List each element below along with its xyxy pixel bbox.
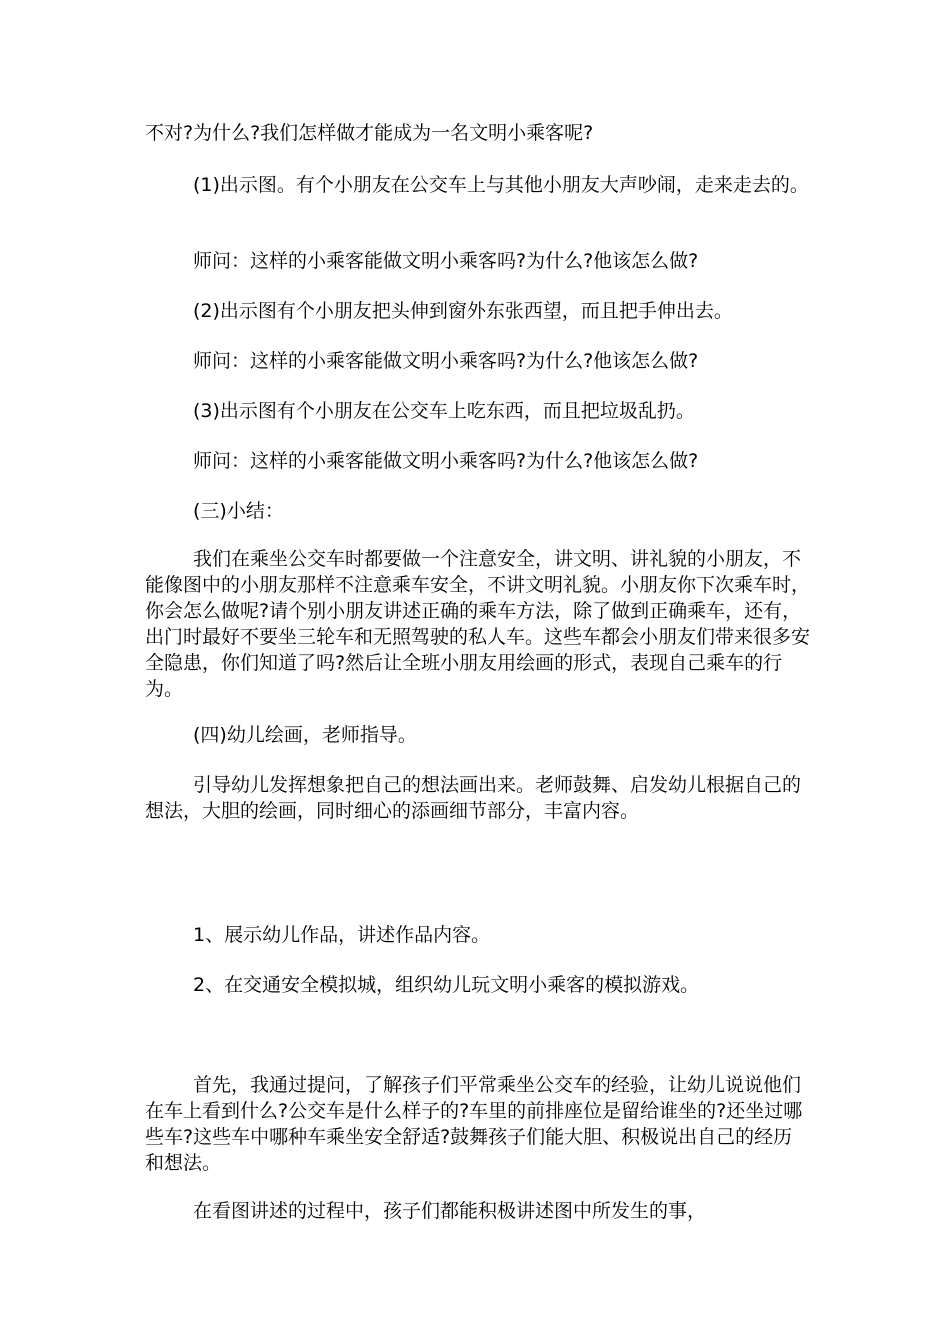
paragraph-picture-2: (2)出示图有个小朋友把头伸到窗外东张西望，而且把手伸出去。 (193, 300, 733, 322)
paragraph-reflection: 首先，我通过提问，了解孩子们平常乘坐公交车的经验，让幼儿说说他们在车上看到什么?公交车是什么样子的?车里的前排座位是留给谁坐的?还坐过哪些车?这些车中哪种车乘坐安全舒适?鼓舞孩子们能大胆、积极说出自己的经历和想法。 (145, 1074, 803, 1174)
list-item-2: 2、在交通安全模拟城，组织幼儿玩文明小乘客的模拟游戏。 (193, 974, 700, 996)
paragraph-picture-3: (3)出示图有个小朋友在公交车上吃东西，而且把垃圾乱扔。 (193, 400, 695, 422)
paragraph-intro-question: 不对?为什么?我们怎样做才能成为一名文明小乘客呢? (145, 122, 594, 144)
paragraph-picture-1: (1)出示图。有个小朋友在公交车上与其他小朋友大声吵闹，走来走去的。 (193, 174, 809, 196)
paragraph-teacher-question-3: 师问：这样的小乘客能做文明小乘客吗?为什么?他该怎么做? (193, 450, 699, 472)
paragraph-reflection-continued: 在看图讲述的过程中，孩子们都能积极讲述图中所发生的事， (193, 1200, 707, 1222)
paragraph-drawing-guidance: 引导幼儿发挥想象把自己的想法画出来。老师鼓舞、启发幼儿根据自己的想法，大胆的绘画，同时细心的添画细节部分，丰富内容。 (145, 774, 802, 822)
section-heading-drawing: (四)幼儿绘画，老师指导。 (193, 724, 417, 746)
list-item-1: 1、展示幼儿作品，讲述作品内容。 (193, 924, 491, 946)
paragraph-summary: 我们在乘坐公交车时都要做一个注意安全，讲文明、讲礼貌的小朋友，不能像图中的小朋友那样不注意乘车安全，不讲文明礼貌。小朋友你下次乘车时，你会怎么做呢?请个别小朋友讲述正确的乘车方法，除了做到正确乘车，还有，出门时最好不要坐三轮车和无照驾驶的私人车。这些车都会小朋友们带来很多安全隐患，你们知道了吗?然后让全班小朋友用绘画的形式，表现自己乘车的行为。 (145, 548, 811, 700)
paragraph-teacher-question-1: 师问：这样的小乘客能做文明小乘客吗?为什么?他该怎么做? (193, 250, 699, 272)
section-heading-summary: (三)小结： (193, 500, 284, 522)
paragraph-teacher-question-2: 师问：这样的小乘客能做文明小乘客吗?为什么?他该怎么做? (193, 350, 699, 372)
